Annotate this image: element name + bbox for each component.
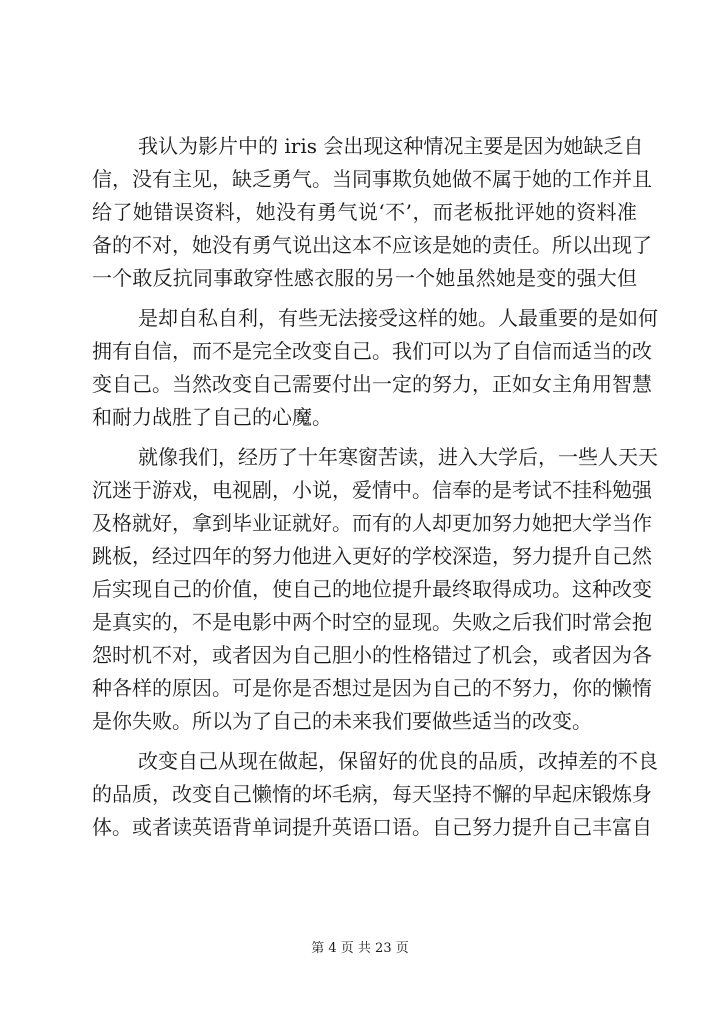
text-line: 是真实的，不是电影中两个时空的显现。失败之后我们时常会抱 (92, 610, 652, 634)
text-line: 沉迷于游戏，电视剧，小说，爱情中。信奉的是考试不挂科勉强 (92, 478, 652, 502)
text-line: 怨时机不对，或者因为自己胆小的性格错过了机会，或者因为各 (92, 643, 652, 667)
paragraph-4 (92, 745, 658, 844)
text-line: 后实现自己的价值，使自己的地位提升最终取得成功。这种改变 (92, 577, 652, 601)
text-line: 及格就好，拿到毕业证就好。而有的人却更加努力她把大学当作 (92, 511, 652, 535)
text-line: 体。或者读英语背单词提升英语口语。自己努力提升自己丰富自 (92, 815, 652, 839)
paragraph-2 (92, 302, 658, 434)
text-line: 跳板，经过四年的努力他进入更好的学校深造，努力提升自己然 (92, 544, 652, 568)
paragraph-3 (92, 441, 658, 738)
text-line: 变自己。当然改变自己需要付出一定的努力，正如女主角用智慧 (92, 372, 652, 396)
text-line: 给了她错误资料，她没有勇气说‘不’，而老板批评她的资料准 (92, 200, 637, 224)
text-line: 拥有自信，而不是完全改变自己。我们可以为了自信而适当的改 (92, 339, 652, 363)
text-line: 和耐力战胜了自己的心魔。 (92, 405, 332, 429)
text-line: 就像我们，经历了十年寒窗苦读，进入大学后，一些人天天 (138, 445, 658, 469)
text-line: 的品质，改变自己懒惰的坏毛病，每天坚持不懈的早起床锻炼身 (92, 782, 652, 806)
text-line: 备的不对，她没有勇气说出这本不应该是她的责任。所以出现了 (92, 233, 652, 257)
page-number-footer: 第 4 页 共 23 页 (311, 941, 409, 956)
text-line: 是你失败。所以为了自己的未来我们要做些适当的改变。 (92, 709, 592, 733)
paragraph-1 (92, 130, 652, 295)
text-line: 我认为影片中的 iris 会出现这种情况主要是因为她缺乏自 (138, 134, 644, 158)
text-line: 改变自己从现在做起，保留好的优良的品质，改掉差的不良 (138, 749, 658, 773)
text-line: 信，没有主见，缺乏勇气。当同事欺负她做不属于她的工作并且 (92, 167, 652, 191)
body-text (92, 130, 658, 844)
text-line: 种各样的原因。可是你是否想过是因为自己的不努力，你的懒惰 (92, 676, 652, 700)
text-line: 是却自私自利，有些无法接受这样的她。人最重要的是如何 (138, 306, 658, 330)
text-line: 一个敢反抗同事敢穿性感衣服的另一个她虽然她是变的强大但 (92, 266, 637, 290)
